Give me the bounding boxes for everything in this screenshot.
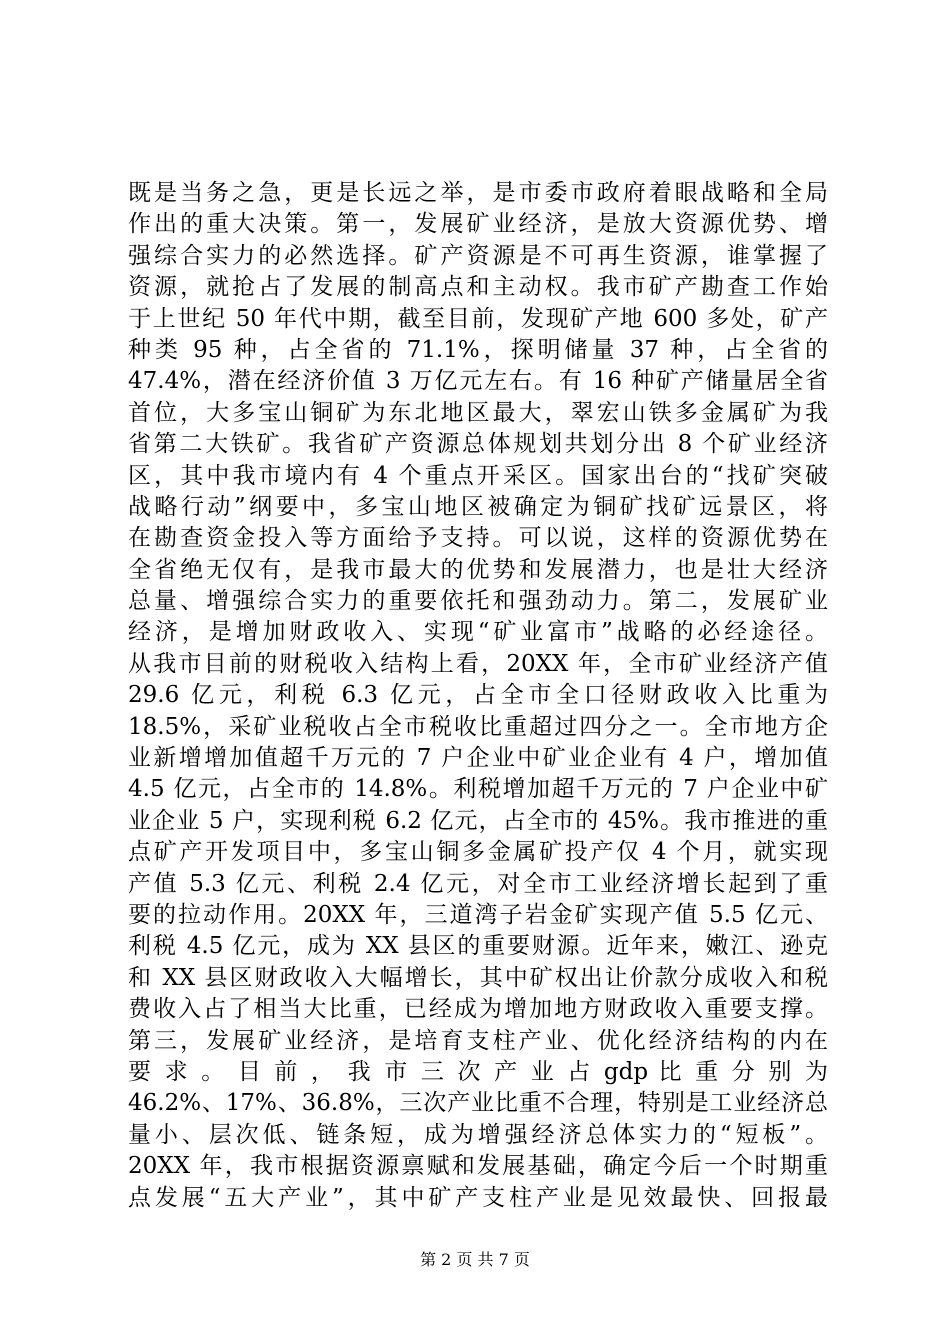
- text-line: 强综合实力的必然选择。矿产资源是不可再生资源，谁掌握了: [128, 242, 828, 269]
- text-line: 点发展“五大产业”，其中矿产支柱产业是见效最快、回报最: [128, 1184, 828, 1211]
- text-line: 在勘查资金投入等方面给予支持。可以说，这样的资源优势在: [128, 525, 828, 552]
- text-line: 作出的重大决策。第一，发展矿业经济，是放大资源优势、增: [128, 211, 828, 238]
- text-line: 利税 4.5 亿元，成为 XX 县区的重要财源。近年来，嫩江、逊克: [128, 933, 828, 960]
- page-footer: 第 2 页 共 7 页: [420, 1250, 530, 1269]
- text-line: 费收入占了相当大比重，已经成为增加地方财政收入重要支撑。: [128, 996, 828, 1023]
- text-line: 既是当务之急，更是长远之举，是市委市政府着眼战略和全局: [128, 180, 828, 206]
- text-line: 经济，是增加财政收入、实现“矿业富市”战略的必经途径。: [128, 619, 828, 646]
- text-line: 产值 5.3 亿元、利税 2.4 亿元，对全市工业经济增长起到了重: [128, 870, 828, 897]
- text-line: 于上世纪 50 年代中期，截至目前，发现矿产地 600 多处，矿产: [128, 305, 828, 332]
- text-line: 总量、增强综合实力的重要依托和强劲动力。第二，发展矿业: [128, 588, 828, 615]
- text-line: 战略行动”纲要中，多宝山地区被确定为铜矿找矿远景区，将: [128, 493, 828, 520]
- text-line: 第三，发展矿业经济，是培育支柱产业、优化经济结构的内在: [128, 1027, 828, 1054]
- text-line: 业企业 5 户，实现利税 6.2 亿元，占全市的 45%。我市推进的重: [128, 807, 828, 834]
- text-line: 20XX 年，我市根据资源禀赋和发展基础，确定今后一个时期重: [128, 1153, 828, 1180]
- text-line: 种类 95 种，占全省的 71.1%，探明储量 37 种，占全省的: [128, 336, 828, 363]
- text-line: 全省绝无仅有，是我市最大的优势和发展潜力，也是壮大经济: [128, 556, 828, 583]
- text-line: 46.2%、17%、36.8%，三次产业比重不合理，特别是工业经济总: [128, 1090, 828, 1117]
- text-line: 和 XX 县区财政收入大幅增长，其中矿权出让价款分成收入和税: [128, 964, 828, 991]
- text-line: 4.5 亿元，占全市的 14.8%。利税增加超千万元的 7 户企业中矿: [128, 776, 828, 803]
- text-line: 业新增增加值超千万元的 7 户企业中矿业企业有 4 户，增加值: [128, 745, 828, 772]
- text-line: 首位，大多宝山铜矿为东北地区最大，翠宏山铁多金属矿为我: [128, 399, 828, 426]
- text-line: 要的拉动作用。20XX 年，三道湾子岩金矿实现产值 5.5 亿元、: [128, 901, 828, 928]
- text-line: 省第二大铁矿。我省矿产资源总体规划共划分出 8 个矿业经济: [128, 431, 828, 458]
- text-line: 点矿产开发项目中，多宝山铜多金属矿投产仅 4 个月，就实现: [128, 839, 828, 866]
- text-line: 区，其中我市境内有 4 个重点开采区。国家出台的“找矿突破: [128, 462, 828, 489]
- text-line: 18.5%，采矿业税收占全市税收比重超过四分之一。全市地方企: [128, 713, 828, 740]
- text-line: 量小、层次低、链条短，成为增强经济总体实力的“短板”。: [128, 1121, 828, 1148]
- text-line: 资源，就抢占了发展的制高点和主动权。我市矿产勘查工作始: [128, 274, 828, 301]
- text-line: 47.4%，潜在经济价值 3 万亿元左右。有 16 种矿产储量居全省: [128, 368, 828, 395]
- text-line: 29.6 亿元，利税 6.3 亿元，占全市全口径财政收入比重为: [128, 682, 828, 709]
- body-text: [128, 178, 828, 1214]
- text-line: 要 求 。 目 前 ， 我 市 三 次 产 业 占 gdp 比 重 分 别 为: [128, 1058, 828, 1085]
- text-line: 从我市目前的财税收入结构上看，20XX 年，全市矿业经济产值: [128, 650, 828, 677]
